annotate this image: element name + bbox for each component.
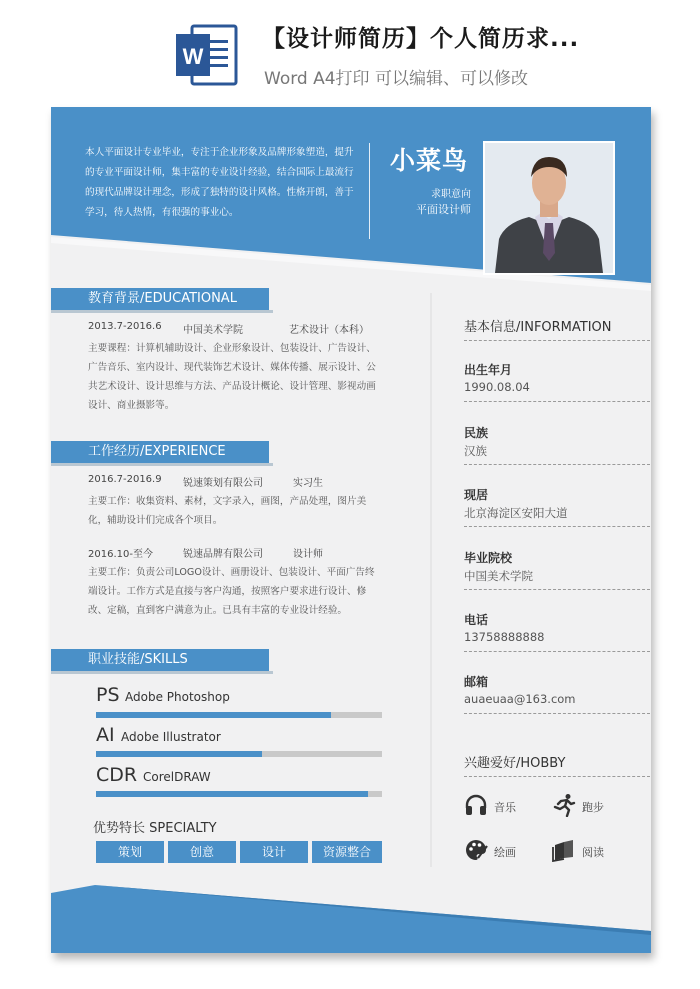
info-label: 民族 bbox=[464, 426, 489, 440]
headphones-icon bbox=[464, 793, 488, 817]
skill-abbr: PS bbox=[96, 684, 120, 706]
job-position: 实习生 bbox=[293, 478, 323, 489]
divider bbox=[464, 713, 650, 714]
skill-bar bbox=[96, 791, 382, 797]
hobby-label: 绘画 bbox=[494, 846, 516, 859]
skill-bar-fill bbox=[96, 751, 262, 757]
skill-bar bbox=[96, 712, 382, 718]
info-label: 现居 bbox=[464, 488, 489, 502]
specialty-tag: 设计 bbox=[240, 841, 308, 863]
info-header: 基本信息/INFORMATION bbox=[464, 320, 612, 335]
skill-name: Adobe Photoshop bbox=[125, 690, 230, 704]
divider bbox=[464, 340, 650, 341]
skill-bar-fill bbox=[96, 712, 331, 718]
divider bbox=[464, 401, 650, 402]
education-courses: 主要课程：计算机辅助设计、企业形象设计、包装设计、广告设计、广告音乐、室内设计、现代装饰艺术设计、媒体传播、展示设计、公共艺术设计、设计思维与方法、产品设计概论、设计管理、影视动画设计、商业摄影等。 bbox=[88, 343, 376, 411]
candidate-name: 小菜鸟 bbox=[389, 146, 468, 175]
education-header: 教育背景/EDUCATIONAL bbox=[51, 288, 269, 310]
divider bbox=[464, 776, 650, 777]
resume-page bbox=[51, 107, 651, 953]
info-label: 邮箱 bbox=[464, 675, 489, 689]
skill-abbr: AI bbox=[96, 724, 115, 746]
divider bbox=[464, 464, 650, 465]
specialty-title: 优势特长 SPECIALTY bbox=[93, 821, 217, 836]
info-value: 中国美术学院 bbox=[464, 569, 533, 583]
info-value: 北京海淀区安阳大道 bbox=[464, 506, 568, 520]
header-divider bbox=[369, 143, 370, 239]
objective-label: 求职意向 bbox=[431, 189, 471, 200]
education-major: 艺术设计（本科） bbox=[289, 325, 369, 336]
document-subtitle: Word A4打印 可以编辑、可以修改 bbox=[264, 69, 528, 89]
hobby-label: 音乐 bbox=[494, 801, 516, 814]
job-period: 2016.7-2016.9 bbox=[88, 474, 162, 485]
objective-value: 平面设计师 bbox=[416, 203, 471, 216]
info-value: 1990.08.04 bbox=[464, 380, 530, 394]
svg-text:W: W bbox=[182, 44, 204, 69]
hobby-label: 跑步 bbox=[582, 801, 604, 814]
skill-name: CorelDRAW bbox=[143, 770, 211, 784]
specialty-tag: 资源整合 bbox=[312, 841, 382, 863]
hobby-header: 兴趣爱好/HOBBY bbox=[464, 756, 566, 771]
info-value: 13758888888 bbox=[464, 630, 545, 644]
info-label: 出生年月 bbox=[464, 363, 513, 377]
hobby-label: 阅读 bbox=[582, 846, 604, 859]
skill-abbr: CDR bbox=[96, 764, 138, 786]
book-icon bbox=[552, 838, 576, 862]
specialty-tag: 策划 bbox=[96, 841, 164, 863]
self-introduction: 本人平面设计专业毕业，专注于企业形象及品牌形象塑造，提升的专业平面设计师，集丰富的专业设计经验，结合国际上最流行的现代品牌设计理念，形成了独特的设计风格。性格开朗，善于学习，待人热情，有很强的事业心。 bbox=[85, 147, 354, 218]
skills-header: 职业技能/SKILLS bbox=[51, 649, 269, 671]
job-company: 锐速品牌有限公司 bbox=[183, 549, 263, 560]
info-label: 毕业院校 bbox=[464, 551, 513, 565]
skill-bar-fill bbox=[96, 791, 368, 797]
job-period: 2016.10-至今 bbox=[88, 549, 153, 560]
skill-bar bbox=[96, 751, 382, 757]
skill-name: Adobe Illustrator bbox=[121, 730, 221, 744]
education-header-shadow bbox=[51, 310, 273, 313]
divider bbox=[464, 589, 650, 590]
palette-icon bbox=[464, 838, 488, 862]
divider bbox=[464, 651, 650, 652]
experience-header-shadow bbox=[51, 463, 273, 466]
info-value: auaeuaa@163.com bbox=[464, 692, 576, 706]
profile-photo bbox=[483, 141, 615, 275]
running-icon bbox=[552, 793, 576, 817]
info-value: 汉族 bbox=[464, 444, 487, 458]
experience-header: 工作经历/EXPERIENCE bbox=[51, 441, 269, 463]
specialty-tag: 创意 bbox=[168, 841, 236, 863]
skills-header-shadow bbox=[51, 671, 273, 674]
document-title: 【设计师简历】个人简历求... bbox=[262, 26, 580, 52]
word-document-icon bbox=[174, 22, 240, 88]
job-description: 主要工作：收集资料、素材，文字录入，画图，产品处理，图片美化，辅助设计们完成各个项目。 bbox=[88, 496, 367, 526]
education-school: 中国美术学院 bbox=[183, 325, 243, 336]
divider bbox=[464, 526, 650, 527]
job-company: 锐速策划有限公司 bbox=[183, 478, 263, 489]
job-description: 主要工作：负责公司LOGO设计、画册设计、包装设计、平面广告终端设计。工作方式是直接与客户沟通，按照客户要求进行设计、修改、定稿，直到客户满意为止。已具有丰富的专业设计经验。 bbox=[88, 567, 375, 616]
job-position: 设计师 bbox=[293, 549, 323, 560]
info-label: 电话 bbox=[464, 613, 489, 627]
education-period: 2013.7-2016.6 bbox=[88, 321, 162, 332]
